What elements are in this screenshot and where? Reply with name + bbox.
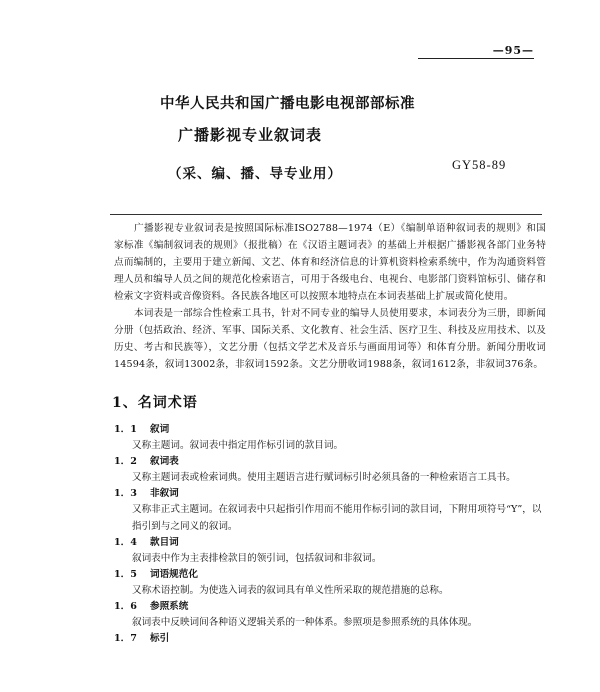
term-number: 1．6	[114, 601, 137, 612]
term-number: 1．3	[114, 488, 137, 499]
sub-title: （采、编、播、导专业用）	[168, 166, 342, 182]
term-name: 非叙词	[150, 488, 179, 499]
term-name: 参照系统	[150, 601, 189, 612]
term-definition: 又称主题词表或检索词典。使用主题语言进行赋词标引时必须具备的一种检索语言工具书。	[132, 472, 516, 483]
term-name: 标引	[150, 633, 170, 644]
standard-title: 中华人民共和国广播电影电视部部标准	[160, 95, 415, 112]
term-list	[114, 422, 546, 646]
term-definition: 叙词表中作为主表排检款目的领引词，包括叙词和非叙词。	[132, 553, 382, 564]
intro-paragraph: 广播影视专业叙词表是按照国际标准ISO2788—1974（E）《编制单语种叙词表的规则》和国家标准《编制叙词表的规则》（报批稿）在《汉语主题词表》的基础上并根据广播影视各部门业务特点而编制的，主要用于建立新闻、文艺、体育和经济信息的计算机资料检索系统中，作为沟通资料管理人员和编导人员之间的规范化检索语言，可用于各级电台、电视台、电影部门资料馆标引、储存和检索文字资料或音像资料。各民族各地区可以按照本地特点在本词表基础上扩展或简化使用。	[114, 223, 546, 302]
term-entry	[114, 567, 546, 599]
term-definition: 叙词表中反映词间各种语义逻辑关系的一种体系。参照项是参照系统的具体体现。	[132, 617, 478, 628]
intro-text	[114, 220, 546, 373]
main-title: 广播影视专业叙词表	[178, 126, 323, 144]
term-number: 1．7	[114, 633, 137, 644]
term-name: 款目词	[150, 537, 179, 548]
term-entry	[114, 535, 546, 567]
term-number: 1．5	[114, 569, 137, 580]
term-entry	[114, 454, 546, 486]
term-entry	[114, 486, 546, 535]
intro-paragraph: 本词表是一部综合性检索工具书，针对不同专业的编导人员使用要求，本词表分为三册，即新闻分册（包括政治、经济、军事、国际关系、文化教育、社会生活、医疗卫生、科技及应用技术、以及历史、考古和民族等），文艺分册（包括文学艺术及音乐与画面用词等）和体育分册。新闻分册收词14594条，叙词13002条，非叙词1592条。文艺分册收词1988条，叙词1612条，非叙词376条。	[114, 308, 546, 370]
header-divider	[110, 214, 542, 215]
term-definition: 又称非正式主题词。在叙词表中只起指引作用而不能用作标引词的款目词，下附用项符号“Y”，以指引到与之同义的叙词。	[132, 504, 542, 532]
term-name: 叙词表	[150, 456, 179, 467]
term-entry	[114, 599, 546, 631]
term-entry	[114, 422, 546, 454]
section-title: 1、名词术语	[112, 395, 198, 411]
standard-code: GY58-89	[452, 158, 507, 172]
term-number: 1．2	[114, 456, 137, 467]
term-name: 词语规范化	[150, 569, 198, 580]
term-number: 1．1	[114, 424, 137, 435]
page-number: —95—	[492, 44, 534, 57]
term-definition: 又称术语控制。为使选入词表的叙词具有单义性所采取的规范措施的总称。	[132, 585, 449, 596]
term-name: 叙词	[150, 424, 170, 435]
term-number: 1．4	[114, 537, 137, 548]
top-rule	[418, 58, 534, 59]
term-definition: 又称主题词。叙词表中指定用作标引词的款目词。	[132, 440, 344, 451]
term-entry	[114, 631, 546, 646]
